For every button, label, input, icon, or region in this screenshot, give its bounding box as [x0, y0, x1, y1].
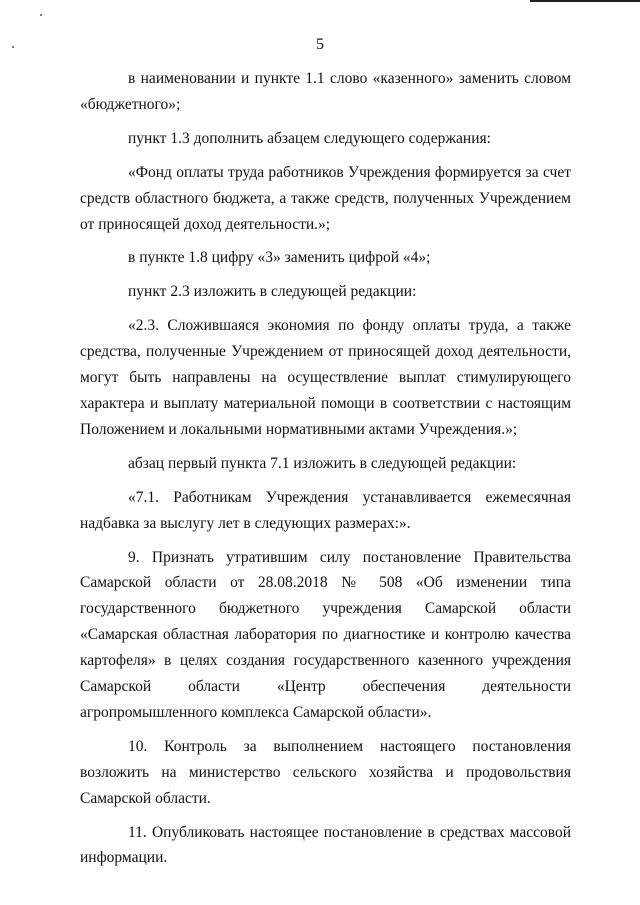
paragraph: в пункте 1.8 цифру «3» заменить цифрой «4»;	[128, 249, 431, 267]
paragraph: «Фонд оплаты труда работников Учреждения формируется за счет средств областного бюджета, а также средств, полученных Учреждением от приносящей доход деятельности.»;	[80, 163, 571, 233]
paragraph: «7.1. Работникам Учреждения устанавливается ежемесячная надбавка за выслугу лет в следующих размерах:».	[80, 488, 571, 532]
paragraph: «2.3. Сложившаяся экономия по фонду оплаты труда, а также средства, полученные Учреждением от приносящей доход деятельности, могут быть направлены на осуществление выплат стимулирующего характера и выплату материальной помощи в соответствии с настоящим Положением и локальными нормативными актами Учреждения.»;	[80, 317, 571, 438]
paragraph: 10. Контроль за выполнением настоящего постановления возложить на министерство сельского хозяйства и продовольствия Самарской области.	[80, 737, 571, 807]
scan-speck	[40, 14, 42, 16]
scan-edge-line	[530, 0, 640, 2]
paragraph: 11. Опубликовать настоящее постановление в средствах массовой информации.	[80, 823, 571, 867]
paragraph: абзац первый пункта 7.1 изложить в следующей редакции:	[128, 454, 517, 472]
document-body	[80, 66, 571, 871]
paragraph: в наименовании и пункте 1.1 слово «казенного» заменить словом «бюджетного»;	[80, 70, 571, 113]
paragraph: пункт 2.3 изложить в следующей редакции:	[128, 283, 417, 301]
paragraph: 9. Признать утратившим силу постановление Правительства Самарской области от 28.08.2018 № 508 «Об изменении типа государственного бюджетного учреждения Самарской области «Самарская областная лаборатория по диагностике и контролю качества картофеля» в целях создания государственного казенного учреждения Самарской области «Центр обеспечения деятельности агропромышленного комплекса Самарской области».	[80, 548, 571, 721]
page-number: 5	[316, 36, 324, 53]
paragraph: пункт 1.3 дополнить абзацем следующего содержания:	[128, 129, 491, 147]
